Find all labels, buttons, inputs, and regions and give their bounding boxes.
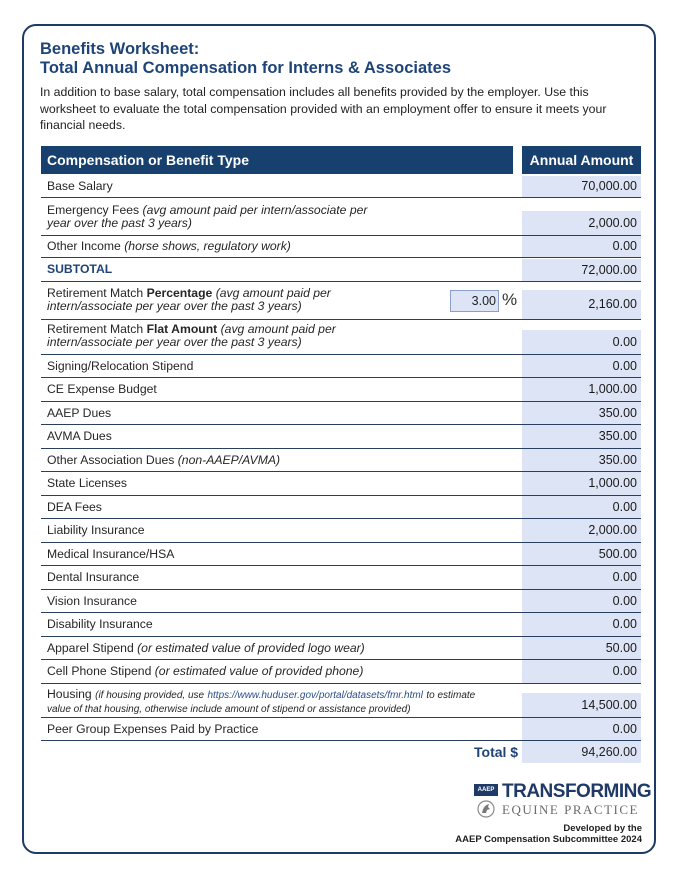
- row-medical-insurance: [41, 543, 641, 566]
- row-apparel-stipend: [41, 637, 641, 660]
- logo-wordmark-top: TRANSFORMING: [502, 781, 652, 802]
- row-liability-insurance: [41, 519, 641, 543]
- row-peer-group: [41, 718, 641, 741]
- percent-sign: %: [502, 290, 518, 309]
- row-label: Liability Insurance: [47, 523, 145, 537]
- column-header-amount: Annual Amount: [522, 146, 641, 174]
- row-dental-insurance: [41, 566, 641, 590]
- row-label: DEA Fees: [47, 500, 102, 514]
- row-label: Peer Group Expenses Paid by Practice: [47, 722, 259, 736]
- title-line-2: Total Annual Compensation for Interns & Associates: [40, 59, 452, 77]
- logo-wordmark-bottom: EQUINE PRACTICE: [502, 802, 639, 817]
- credit-line-2: AAEP Compensation Subcommittee 2024: [455, 834, 642, 845]
- amount-field[interactable]: 1,000.00: [522, 378, 641, 401]
- row-label: [47, 204, 377, 230]
- row-cell-phone-stipend: [41, 660, 641, 684]
- row-label: Dental Insurance: [47, 570, 140, 584]
- label-note: (avg amount paid per intern/associate per year over the past 3 years): [47, 203, 368, 230]
- amount-field[interactable]: 50.00: [522, 637, 641, 659]
- label-text: Cell Phone Stipend: [47, 664, 152, 678]
- housing-link[interactable]: https://www.huduser.gov/portal/datasets/fmr.html: [207, 690, 423, 701]
- amount-field: 2,160.00: [522, 290, 641, 319]
- amount-field[interactable]: 0.00: [522, 590, 641, 612]
- row-base-salary: [41, 176, 641, 198]
- label-note: (non-AAEP/AVMA): [177, 453, 281, 467]
- page-title: [40, 40, 640, 78]
- amount-field[interactable]: 2,000.00: [522, 519, 641, 542]
- row-label: CE Expense Budget: [47, 382, 157, 396]
- label-note: (avg amount paid per intern/associate per year over the past 3 years): [47, 286, 331, 313]
- row-label: [47, 642, 477, 655]
- amount-field[interactable]: 2,000.00: [522, 211, 641, 235]
- amount-field[interactable]: 0.00: [522, 566, 641, 589]
- amount-field[interactable]: 0.00: [522, 660, 641, 683]
- amount-field[interactable]: 0.00: [522, 613, 641, 636]
- label-text: Housing: [47, 687, 92, 701]
- row-label: Disability Insurance: [47, 617, 153, 631]
- label-bold: Flat Amount: [146, 322, 218, 336]
- label-note: (if housing provided, use: [95, 690, 205, 701]
- row-other-income: [41, 236, 641, 258]
- label-text: Retirement Match: [47, 322, 144, 336]
- title-line-1: Benefits Worksheet:: [40, 40, 200, 58]
- amount-field[interactable]: 14,500.00: [522, 693, 641, 717]
- amount-field[interactable]: 0.00: [522, 236, 641, 257]
- aaep-badge: AAEP: [474, 784, 498, 796]
- aaep-logo: [474, 781, 652, 822]
- label-note-continued: to estimate value of that housing, otherwise include amount of stipend or assistance provided): [47, 690, 476, 715]
- amount-field[interactable]: 70,000.00: [522, 176, 641, 197]
- label-text: Other Income: [47, 239, 121, 253]
- amount-field[interactable]: 500.00: [522, 543, 641, 565]
- row-label: [47, 665, 477, 678]
- total-amount: 94,260.00: [522, 741, 641, 763]
- row-state-licenses: [41, 472, 641, 496]
- label-note: (or estimated value of provided logo wear): [137, 641, 365, 655]
- column-header-type: Compensation or Benefit Type: [41, 146, 513, 174]
- label-note: (avg amount paid per intern/associate per year over the past 3 years): [47, 322, 336, 349]
- amount-field[interactable]: 350.00: [522, 449, 641, 471]
- total-label: Total $: [474, 744, 519, 760]
- row-housing: [41, 684, 641, 718]
- label-bold: Percentage: [146, 286, 213, 300]
- row-emergency-fees: [41, 198, 641, 236]
- row-label: Base Salary: [47, 179, 113, 193]
- row-label: [47, 240, 477, 253]
- row-label: Vision Insurance: [47, 594, 137, 608]
- row-signing-stipend: [41, 355, 641, 378]
- label-text: Retirement Match: [47, 286, 144, 300]
- amount-field[interactable]: 0.00: [522, 355, 641, 377]
- row-label: [47, 287, 367, 313]
- label-text: Other Association Dues: [47, 453, 175, 467]
- row-dea-fees: [41, 496, 641, 519]
- row-other-dues: [41, 449, 641, 472]
- row-label: [47, 454, 477, 467]
- developed-by-credit: [455, 823, 642, 845]
- row-avma-dues: [41, 425, 641, 449]
- amount-field[interactable]: 350.00: [522, 425, 641, 448]
- row-ce-budget: [41, 378, 641, 402]
- row-label: State Licenses: [47, 476, 127, 490]
- subtotal-label: SUBTOTAL: [47, 262, 113, 276]
- label-note: (or estimated value of provided phone): [154, 664, 364, 678]
- credit-line-1: Developed by the: [563, 823, 642, 834]
- subtotal-amount: 72,000.00: [522, 259, 641, 281]
- amount-field[interactable]: 0.00: [522, 718, 641, 740]
- amount-field[interactable]: 1,000.00: [522, 472, 641, 495]
- row-aaep-dues: [41, 402, 641, 425]
- label-note: (horse shows, regulatory work): [124, 239, 291, 253]
- row-label: AAEP Dues: [47, 406, 112, 420]
- percentage-input[interactable]: 3.00: [450, 290, 499, 312]
- row-retirement-flat: [41, 320, 641, 355]
- horse-head-icon: [476, 800, 496, 818]
- row-label: AVMA Dues: [47, 429, 112, 443]
- row-vision-insurance: [41, 590, 641, 613]
- row-subtotal: [41, 258, 641, 282]
- label-text: Emergency Fees: [47, 203, 140, 217]
- amount-field[interactable]: 350.00: [522, 402, 641, 424]
- row-label: [47, 323, 377, 349]
- amount-field[interactable]: 0.00: [522, 496, 641, 518]
- row-retirement-percentage: [41, 282, 641, 320]
- intro-paragraph: In addition to base salary, total compensation includes all benefits provided by the employer. Use this worksheet to evaluate the total compensation provided with an employment offer to ensure it meets your financial needs.: [40, 85, 607, 132]
- row-label: [47, 688, 497, 716]
- amount-field[interactable]: 0.00: [522, 330, 641, 354]
- label-text: Apparel Stipend: [47, 641, 134, 655]
- row-disability-insurance: [41, 613, 641, 637]
- row-label: Signing/Relocation Stipend: [47, 359, 194, 373]
- row-label: Medical Insurance/HSA: [47, 547, 175, 561]
